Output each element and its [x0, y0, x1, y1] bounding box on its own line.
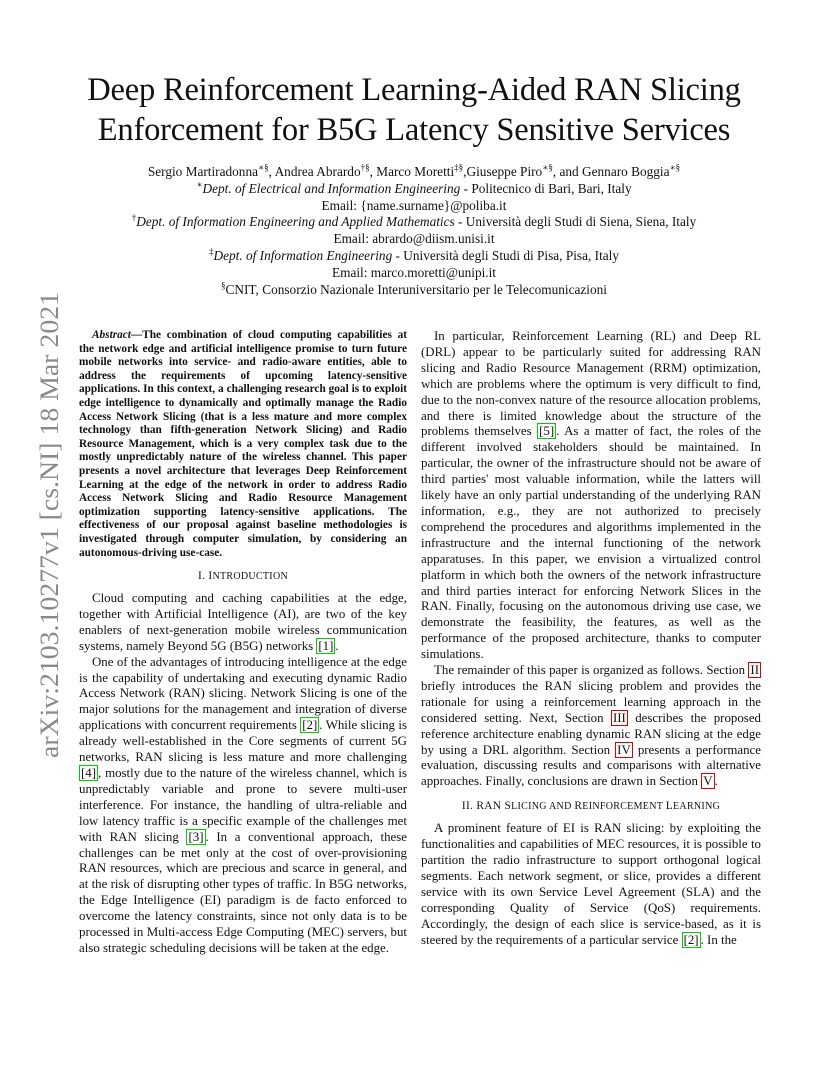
- section-link[interactable]: II: [750, 663, 759, 678]
- section-number: II.: [461, 800, 477, 813]
- paragraph-text: . In the: [700, 932, 737, 947]
- arxiv-sidebar-stamp: [14, 290, 74, 760]
- citation-link[interactable]: [1]: [318, 638, 334, 653]
- author-affiliation-mark: ‡§: [454, 162, 464, 173]
- paragraph: [421, 663, 761, 790]
- section-link[interactable]: V: [703, 774, 713, 789]
- section-title-part: R: [574, 800, 583, 813]
- right-column: [421, 329, 761, 948]
- author-name: Andrea Abrardo: [274, 164, 361, 179]
- affiliation-institution: - Politecnico di Bari, Bari, Italy: [460, 180, 632, 196]
- section-title-part: EINFORCEMENT: [582, 801, 666, 813]
- paragraph: [421, 821, 761, 948]
- affiliation-mark: §: [221, 280, 226, 291]
- paragraph: [79, 591, 407, 655]
- affiliation-3: [60, 248, 768, 265]
- abstract-label: Abstract: [92, 329, 131, 341]
- section-heading-ran-slicing: [421, 799, 761, 815]
- author-separator: , and: [552, 164, 583, 179]
- section-link[interactable]: IV: [617, 742, 631, 757]
- affiliation-mark: ‡: [208, 246, 214, 257]
- section-title-initial: I: [208, 570, 213, 583]
- paragraph-text: . In a conventional approach, these challenges can be met only at the cost of over-provisioning RAN resources, which are precious and scarce in general, and at the risk of disrupting other types of traffic. In B5G networks, the Edge Intelligence (EI) paradigm is de facto enforced to overcome the latency constraints, since not only data is to be processed in Multi-access Edge Computing (MEC) servers, but also strategic scheduling decisions will be taken at the edge.: [79, 829, 407, 955]
- author-name: Gennaro Boggia: [582, 164, 670, 179]
- paragraph-text: Cloud computing and caching capabilities at the edge, together with Artificial Intelligence (AI), are two of the key enablers of next-generation mobile wireless communication systems, namely Beyond 5G (B5G) networks: [79, 591, 407, 653]
- affiliation-mark: ∗: [196, 179, 203, 190]
- section-number: I.: [197, 570, 209, 583]
- affiliation-department: Dept. of Electrical and Information Engineering: [202, 180, 461, 196]
- affiliation-email-2: Email: abrardo@diism.unisi.it: [333, 231, 495, 247]
- paper-title: [60, 70, 768, 150]
- author-affiliation-mark: ∗§: [258, 162, 269, 173]
- author-block: [60, 164, 768, 298]
- paragraph: [421, 329, 761, 663]
- affiliation-email-1: Email: {name.surname}@poliba.it: [321, 197, 507, 213]
- author-name: Sergio Martiradonna: [147, 164, 259, 179]
- left-column: [79, 329, 407, 957]
- paragraph-text: In particular, Reinforcement Learning (RL) and Deep RL (DRL) appear to be particularly suited for addressing RAN slicing and Radio Resource Management (RRM) optimization, which are problems where the optimum is very difficult to find, due to the non-convex nature of the resource allocation problems, and there is limited knowledge about the structure of the problems themselves: [421, 329, 761, 439]
- author-affiliation-mark: ∗§: [669, 162, 681, 173]
- section-title-part: EARNING: [673, 801, 721, 813]
- section-heading-introduction: [79, 569, 407, 585]
- section-title-part: LICING AND: [511, 801, 575, 813]
- author-name: Giuseppe Piro: [466, 164, 543, 179]
- section-title-part: L: [665, 800, 674, 813]
- author-affiliation-mark: ∗§: [542, 162, 553, 173]
- affiliation-institution: - Università degli Studi di Pisa, Pisa, Italy: [392, 247, 620, 263]
- section-title-part: RAN S: [476, 800, 512, 813]
- paragraph-text: One of the advantages of introducing intelligence at the edge is the capability of undertaking and executing dynamic Radio Access Network (RAN) slicing. Network Slicing is one of the major solutions for the management and integration of diverse applications with concurrent requirements: [79, 654, 407, 733]
- author-list: Sergio Martiradonna∗§, Andrea Abrardo†§, Marco Moretti‡§,Giuseppe Piro∗§, and Gennaro Boggia∗§: [147, 162, 681, 179]
- affiliation-institution: - Università degli Studi di Siena, Siena, Italy: [454, 214, 697, 230]
- affiliation-4: [60, 282, 768, 299]
- affiliation-email-3: Email: marco.moretti@unipi.it: [331, 264, 497, 280]
- paragraph-text: , mostly due to the nature of the wireless channel, which is unpredictably variable and prone to severe multi-user interference. For instance, the handling of ultra-reliable and low latency traffic is a specific example of the challenges met with RAN slicing: [79, 765, 407, 844]
- section-title-rest: NTRODUCTION: [212, 571, 288, 583]
- citation-link[interactable]: [2]: [683, 932, 699, 947]
- abstract: [79, 329, 407, 560]
- citation-link[interactable]: [2]: [302, 718, 318, 733]
- arxiv-identifier: arXiv:2103.10277v1 [cs.NI] 18 Mar 2021: [35, 321, 64, 758]
- paragraph-text: presents a performance evaluation, discussing results and comparisons with alternative approaches. Finally, conclusions are drawn in Section: [421, 742, 761, 789]
- affiliation-department: Dept. of Information Engineering and Applied Mathematics: [136, 214, 455, 230]
- paragraph-text: briefly introduces the RAN slicing problem and provides the rationale for using a reinforcement learning approach in the considered setting. Next, Section: [421, 678, 761, 725]
- abstract-text: —The combination of cloud computing capabilities at the network edge and artificial intelligence promise to turn future mobile networks into service- and radio-aware entities, able to address the requirements of upcoming latency-sensitive applications. In this context, a challenging research goal is to exploit edge intelligence to dynamically and optimally manage the Radio Access Network Slicing (that is a less mature and more complex technology than fifth-generation Network Slicing) and Radio Resource Management, which is a very complex task due to the mostly unpredictably nature of the wireless channel. This paper presents a novel architecture that leverages Deep Reinforcement Learning at the edge of the network in order to address Radio Access Network Slicing and Radio Resource Management optimization supporting latency-sensitive applications. The effectiveness of our proposal against baseline methodologies is investigated through computer simulation, by considering an autonomous-driving use-case.: [79, 329, 407, 559]
- affiliation-department: Dept. of Information Engineering: [213, 247, 393, 263]
- affiliation-2: [60, 214, 768, 231]
- citation-link[interactable]: [5]: [539, 424, 555, 439]
- author-name: Marco Moretti: [376, 164, 455, 179]
- paragraph-text: describes the proposed reference architecture enabling dynamic RAN slicing at the edge by using a DRL algorithm. Section: [421, 710, 761, 757]
- paragraph-text: .: [714, 774, 718, 789]
- paragraph-text: .: [335, 638, 339, 653]
- paragraph-text: . As a matter of fact, the roles of the different involved stakeholders should be maintained. In particular, the owner of the infrastructure should not be aware of third parties' most valuable information, while the latters will likely have an only partial understanding of the underlying RAN information, e.g., they are not authorized to precisely comprehend the procedures and algorithms implemented in the infrastructure and the internal functioning of the network apparatuses. In this paper, we envision a virtualized control platform in which both the owners of the network infrastructure and third parties interact for enforcing Network Slices in the RAN. Finally, focusing on the autonomous driving use case, we demonstrate the feasibility, the features, as well as the performance of the proposed architecture, thanks to computer simulations.: [421, 424, 762, 662]
- paragraph-text: . While slicing is already well-established in the Core segments of current 5G networks, RAN slicing is less mature and more challenging: [79, 718, 407, 765]
- affiliation-mark: †: [131, 212, 137, 223]
- citation-link[interactable]: [4]: [81, 765, 97, 780]
- affiliation-1: [60, 181, 768, 198]
- citation-link[interactable]: [3]: [188, 829, 204, 844]
- title-line-2: Enforcement for B5G Latency Sensitive Services: [97, 112, 731, 148]
- paragraph: [79, 655, 407, 957]
- paragraph-text: A prominent feature of EI is RAN slicing: by exploiting the functionalities and capabilities of MEC resources, it is possible to partition the radio infrastructure to support orthogonal logical segments. Each network segment, or slice, provides a different service with its own Service Level Agreement (SLA) and the corresponding Quality of Service (QoS) requirements. Accordingly, the design of each slice is service-based, as it is steered by the requirements of a particular service: [421, 821, 761, 947]
- affiliation-institution: CNIT, Consorzio Nazionale Interuniversitario per le Telecomunicazioni: [225, 281, 607, 297]
- author-affiliation-mark: †§: [360, 162, 370, 173]
- title-line-1: Deep Reinforcement Learning-Aided RAN Slicing: [87, 72, 741, 108]
- paragraph-text: The remainder of this paper is organized as follows. Section: [434, 663, 749, 678]
- section-link[interactable]: III: [612, 710, 626, 725]
